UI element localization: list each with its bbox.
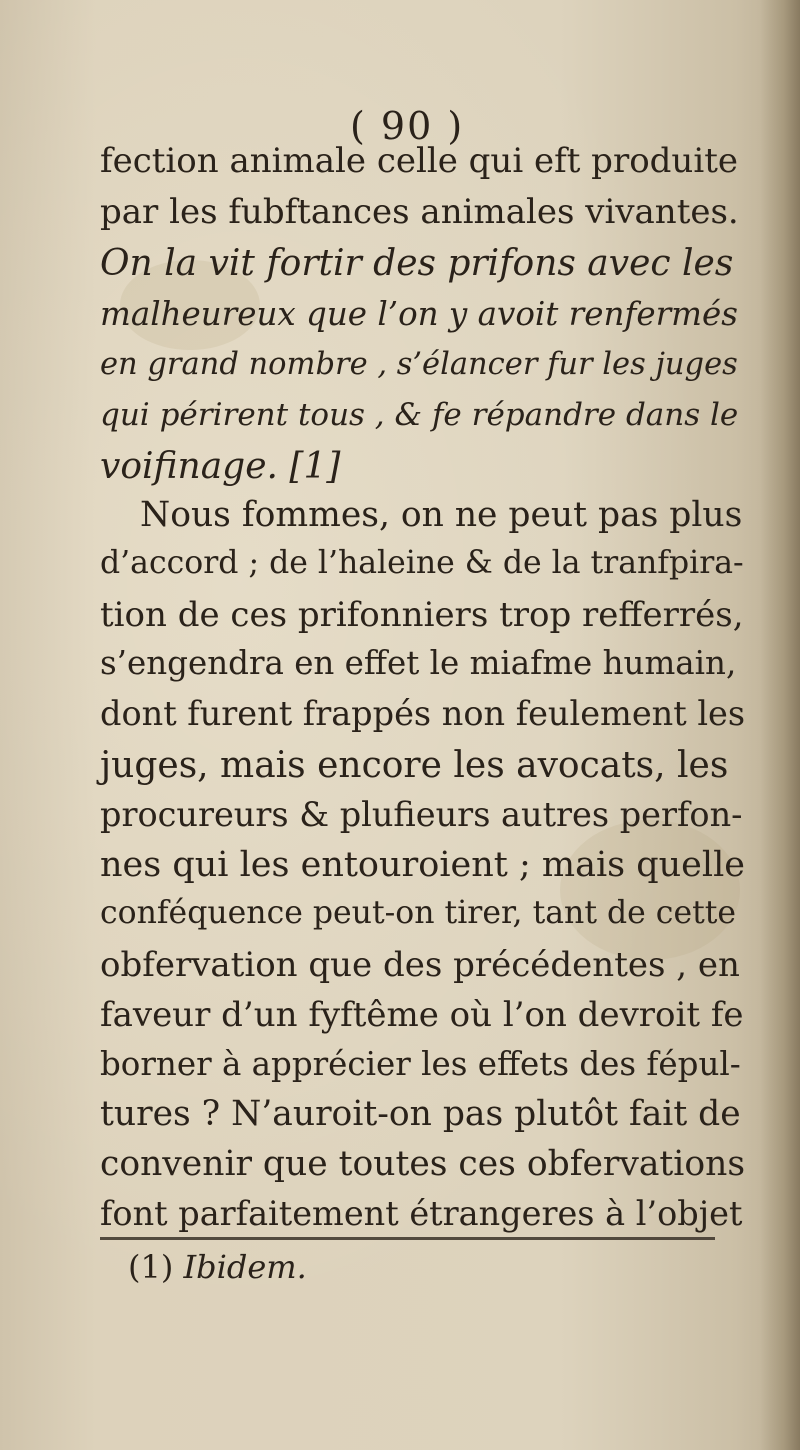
body-line: font parfaitement étrangeres à l’objet <box>100 1194 743 1233</box>
footnote-divider <box>100 1237 715 1240</box>
body-line: fection animale celle qui eft produite <box>100 141 738 181</box>
body-line: malheureux que l’on y avoit renfermés <box>100 295 738 333</box>
body-line: obfervation que des précédentes , en <box>100 945 740 985</box>
body-line: tures ? N’auroit-on pas plutôt fait de <box>100 1094 741 1134</box>
body-line: faveur d’un fyftême où l’on devroit fe <box>100 995 744 1035</box>
footnote <box>128 1248 307 1286</box>
body-line: en grand nombre , s’élancer fur les juges <box>100 347 738 382</box>
body-line: convenir que toutes ces obfervations <box>100 1144 746 1184</box>
body-line: borner à apprécier les effets des fépul- <box>100 1045 741 1083</box>
body-line: juges, mais encore les avocats, les <box>100 745 729 786</box>
body-line: par les fubftances animales vivantes. <box>100 192 739 232</box>
body-line: procureurs & plufieurs autres perfon- <box>100 795 743 834</box>
body-line: s’engendra en effet le miafme humain, <box>100 644 737 682</box>
body-line: dont furent frappés non feulement les <box>100 694 746 733</box>
body-line: tion de ces prifonniers trop refferrés, <box>100 595 744 635</box>
body-line: conféquence peut-on tirer, tant de cette <box>100 895 737 931</box>
footnote-marker: (1) <box>128 1248 174 1286</box>
body-line: qui périrent tous , & fe répandre dans le <box>100 397 739 433</box>
body-line: voifinage. [1] <box>100 446 341 487</box>
body-line: Nous fommes, on ne peut pas plus <box>140 495 743 535</box>
footnote-text: Ibidem. <box>183 1248 307 1286</box>
body-line: On la vit fortir des prifons avec les <box>100 243 734 284</box>
body-line: nes qui les entouroient ; mais quelle <box>100 845 745 885</box>
body-line: d’accord ; de l’haleine & de la tranfpira- <box>100 545 744 581</box>
page-number: ( 90 ) <box>350 104 465 148</box>
